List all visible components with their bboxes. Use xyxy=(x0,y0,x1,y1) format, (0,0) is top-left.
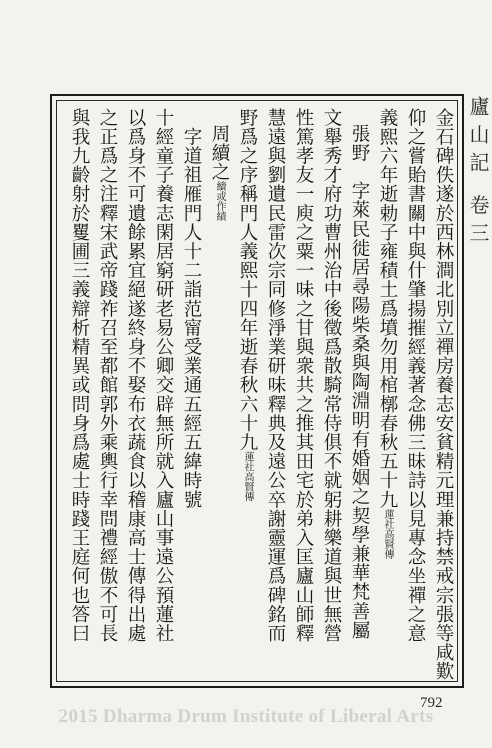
text-column-13: 之正爲之注釋宋武帝踐祚召至都館郭外乘輿行幸問禮經傲不可長 xyxy=(97,108,118,643)
text-column-6: 性篤孝友一庾之粟一味之甘與衆共之推其田宅於弟入匡廬山師釋 xyxy=(293,108,314,643)
text-column-7: 慧遠與劉遺民雷次宗同修淨業研味釋典及遠公卒謝靈運爲碑銘而 xyxy=(265,108,286,643)
inline-note: 蓮社高賢傳 xyxy=(242,451,253,502)
inline-note: 蓮社高賢傳 xyxy=(382,509,393,560)
text-column-10: 字道祖雁門人十二詣范甯受業通五經五緯時號 xyxy=(181,108,202,510)
text-column-1: 金石碑佚遂於西林澗北別立禪房養志安貧精元理兼持禁戒宗張等咸歎 xyxy=(433,108,454,681)
text-column-2: 仰之嘗貽書關中與什肇揚摧經義著念佛三昧詩以見專念坐禪之意 xyxy=(405,108,426,643)
text-column-14: 與我九齡射於矍圃三義辯析精異或問身爲處士時踐王庭何也答曰 xyxy=(69,108,90,643)
text-column-12: 以爲身不可遺餘累宜絕遂終身不娶布衣蔬食以稽康高士傳得出處 xyxy=(125,108,146,643)
text-frame xyxy=(50,94,464,688)
text-column-9: 周續之續或作績 xyxy=(209,124,230,222)
page-number: 792 xyxy=(420,695,443,711)
text-column-5: 文舉秀才府功曹州治中後徵爲散騎常侍俱不就躬耕樂道與世無營 xyxy=(321,108,342,643)
text-column-3: 義熙六年逝勅子雍積土爲墳勿用棺槨春秋五十九蓮社高賢傳 xyxy=(377,108,398,560)
text-column-8: 野爲之序稱門人義熙十四年逝春秋六十九蓮社高賢傳 xyxy=(237,108,258,502)
footer-watermark: 2015 Dharma Drum Institute of Liberal Arts xyxy=(58,706,434,727)
margin-title: 廬山記 卷三 xyxy=(466,96,490,251)
text-column-4: 張野 字萊民徙居尋陽柴桑與陶淵明有婚姻之契學兼華梵善屬 xyxy=(349,124,370,640)
text-column-11: 十經童子養志閑居窮研老易公卿交辟無所就入廬山事遠公預蓮社 xyxy=(153,108,174,643)
inline-note: 續或作績 xyxy=(214,181,225,222)
